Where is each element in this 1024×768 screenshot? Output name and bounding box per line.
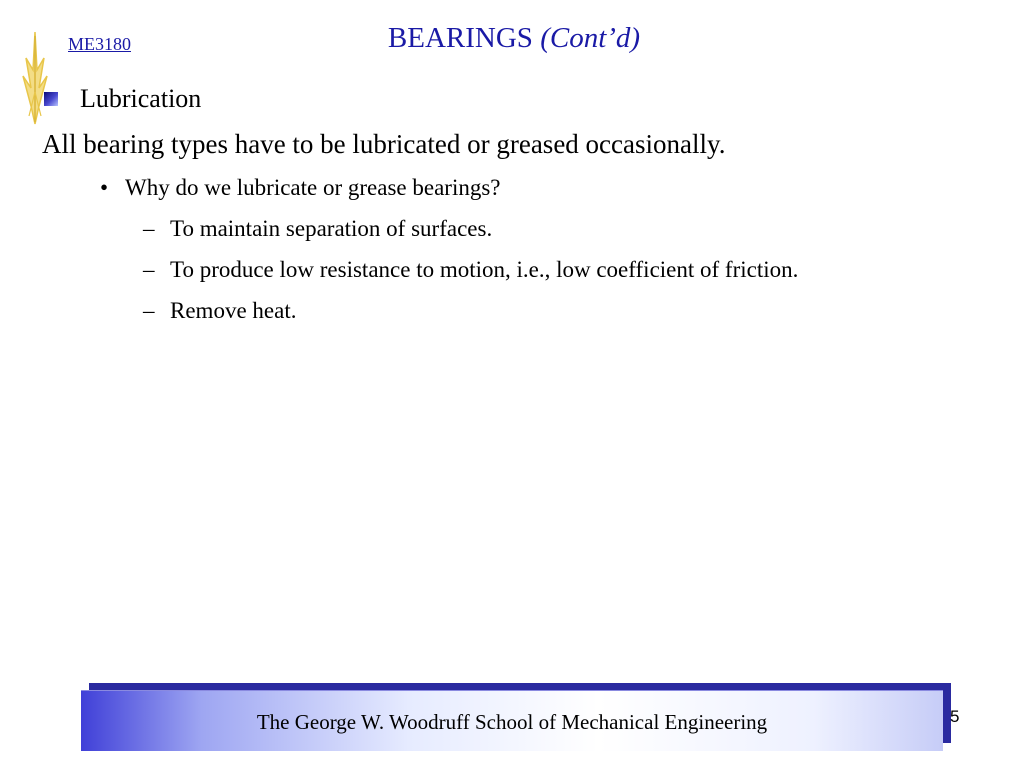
slide-title-sub: (Cont’d): [540, 22, 641, 54]
bullet-item-text: Why do we lubricate or grease bearings?: [125, 175, 501, 200]
dash-marker-icon: –: [143, 216, 155, 241]
sub-item-text: To maintain separation of surfaces.: [170, 216, 493, 241]
square-bullet-icon: [44, 92, 58, 106]
body-line: All bearing types have to be lubricated or greased occasionally.: [42, 129, 726, 159]
dash-marker-icon: –: [143, 298, 155, 323]
footer-banner: [81, 690, 943, 751]
footer-text: The George W. Woodruff School of Mechanical Engineering: [256, 710, 768, 734]
slide-title: [0, 22, 1024, 55]
bullet-dot-icon: •: [100, 175, 109, 200]
sub-item-text: To produce low resistance to motion, i.e., low coefficient of friction.: [170, 257, 799, 282]
section-heading-text: Lubrication: [80, 84, 202, 113]
page-number: 5: [950, 707, 960, 726]
course-code: ME3180: [68, 34, 131, 54]
sub-item-text: Remove heat.: [170, 298, 297, 323]
slide-title-main: BEARINGS: [387, 22, 533, 54]
dash-marker-icon: –: [143, 257, 155, 282]
